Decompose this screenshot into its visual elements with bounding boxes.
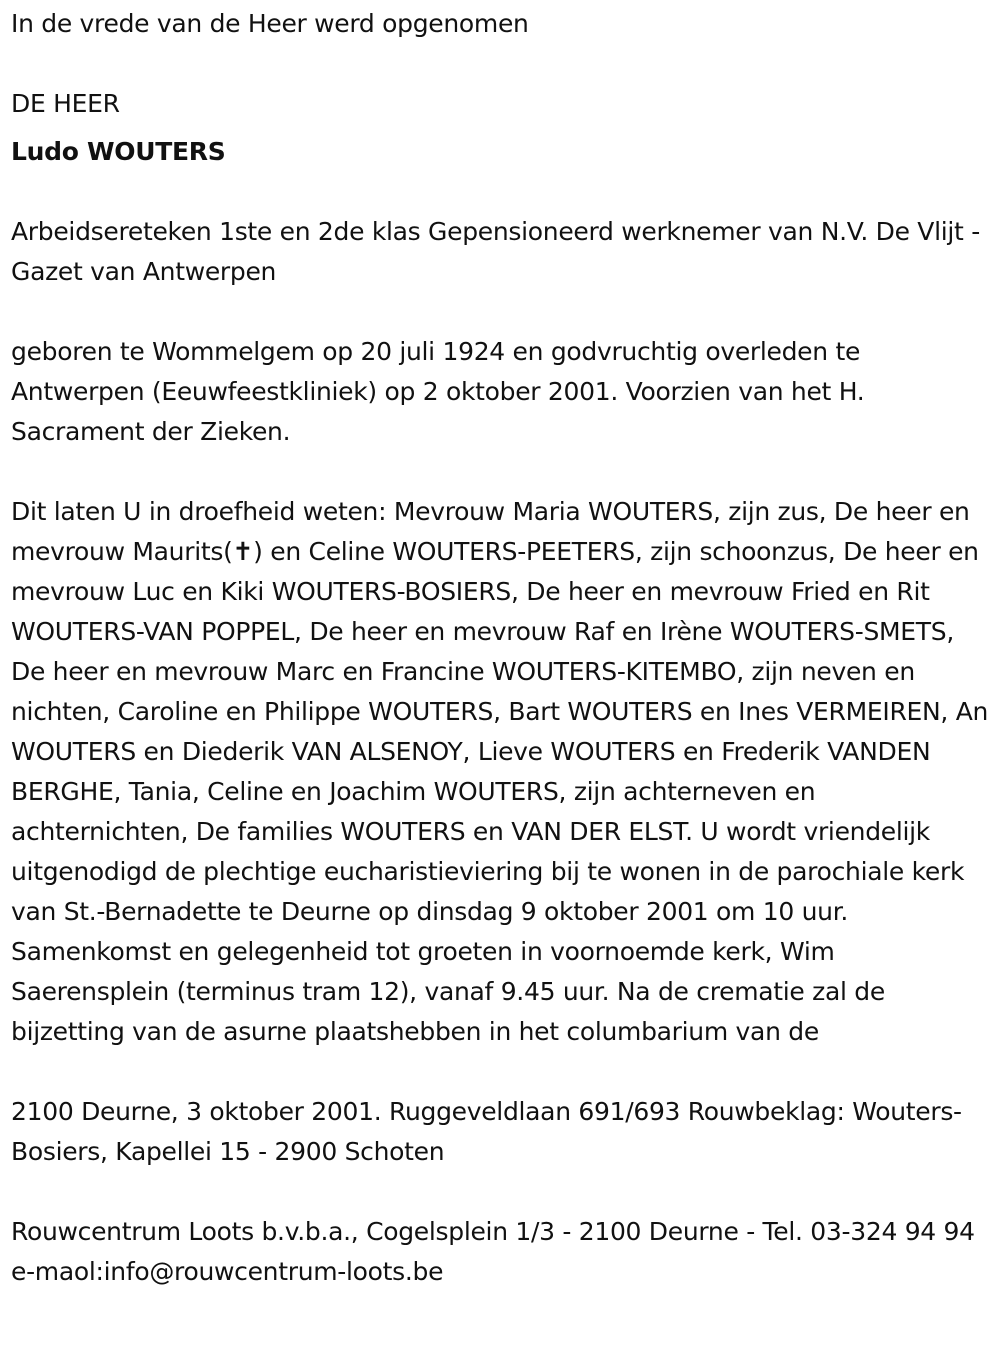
spacer (11, 292, 991, 332)
spacer (11, 44, 991, 84)
spacer (11, 452, 991, 492)
spacer (11, 1172, 991, 1212)
spacer (11, 1052, 991, 1092)
spacer (11, 124, 991, 132)
intro-line: In de vrede van de Heer werd opgenomen (11, 9, 529, 38)
title-line: DE HEER (11, 89, 120, 118)
birth-death-paragraph: geboren te Wommelgem op 20 juli 1924 en godvruchtig overleden te Antwerpen (Eeuwfeestkliniek) op 2 oktober 2001. Voorzien van het H. Sacrament der Zieken. (11, 337, 865, 446)
spacer (11, 172, 991, 212)
address-paragraph: 2100 Deurne, 3 oktober 2001. Ruggeveldlaan 691/693 Rouwbeklag: Wouters-Bosiers, Kapellei 15 - 2900 Schoten (11, 1097, 962, 1166)
announcement-paragraph: Dit laten U in droefheid weten: Mevrouw Maria WOUTERS, zijn zus, De heer en mevrouw Maurits(✝) en Celine WOUTERS-PEETERS, zijn schoonzus, De heer en mevrouw Luc en Kiki WOUTERS-BOSIERS, De heer en mevrouw Fried en Rit WOUTERS-VAN POPPEL, De heer en mevrouw Raf en Irène WOUTERS-SMETS, De heer en mevrouw Marc en Francine WOUTERS-KITEMBO, zijn neven en nichten, Caroline en Philippe WOUTERS, Bart WOUTERS en Ines VERMEIREN, An WOUTERS en Diederik VAN ALSENOY, Lieve WOUTERS en Frederik VANDEN BERGHE, Tania, Celine en Joachim WOUTERS, zijn achterneven en achternichten, De families WOUTERS en VAN DER ELST. U wordt vriendelijk uitgenodigd de plechtige eucharistieviering bij te wonen in de parochiale kerk van St.-Bernadette te Deurne op dinsdag 9 oktober 2001 om 10 uur. Samenkomst en gelegenheid tot groeten in voornoemde kerk, Wim Saerensplein (terminus tram 12), vanaf 9.45 uur. Na de crematie zal de bijzetting van de asurne plaatshebben in het columbarium van de (11, 497, 989, 1046)
obituary-document (11, 4, 991, 1292)
distinction-paragraph: Arbeidsereteken 1ste en 2de klas Gepensioneerd werknemer van N.V. De Vlijt - Gazet van Antwerpen (11, 217, 980, 286)
deceased-name: Ludo WOUTERS (11, 137, 226, 166)
funeral-home-paragraph: Rouwcentrum Loots b.v.b.a., Cogelsplein 1/3 - 2100 Deurne - Tel. 03-324 94 94 e-maol:info@rouwcentrum-loots.be (11, 1217, 975, 1286)
